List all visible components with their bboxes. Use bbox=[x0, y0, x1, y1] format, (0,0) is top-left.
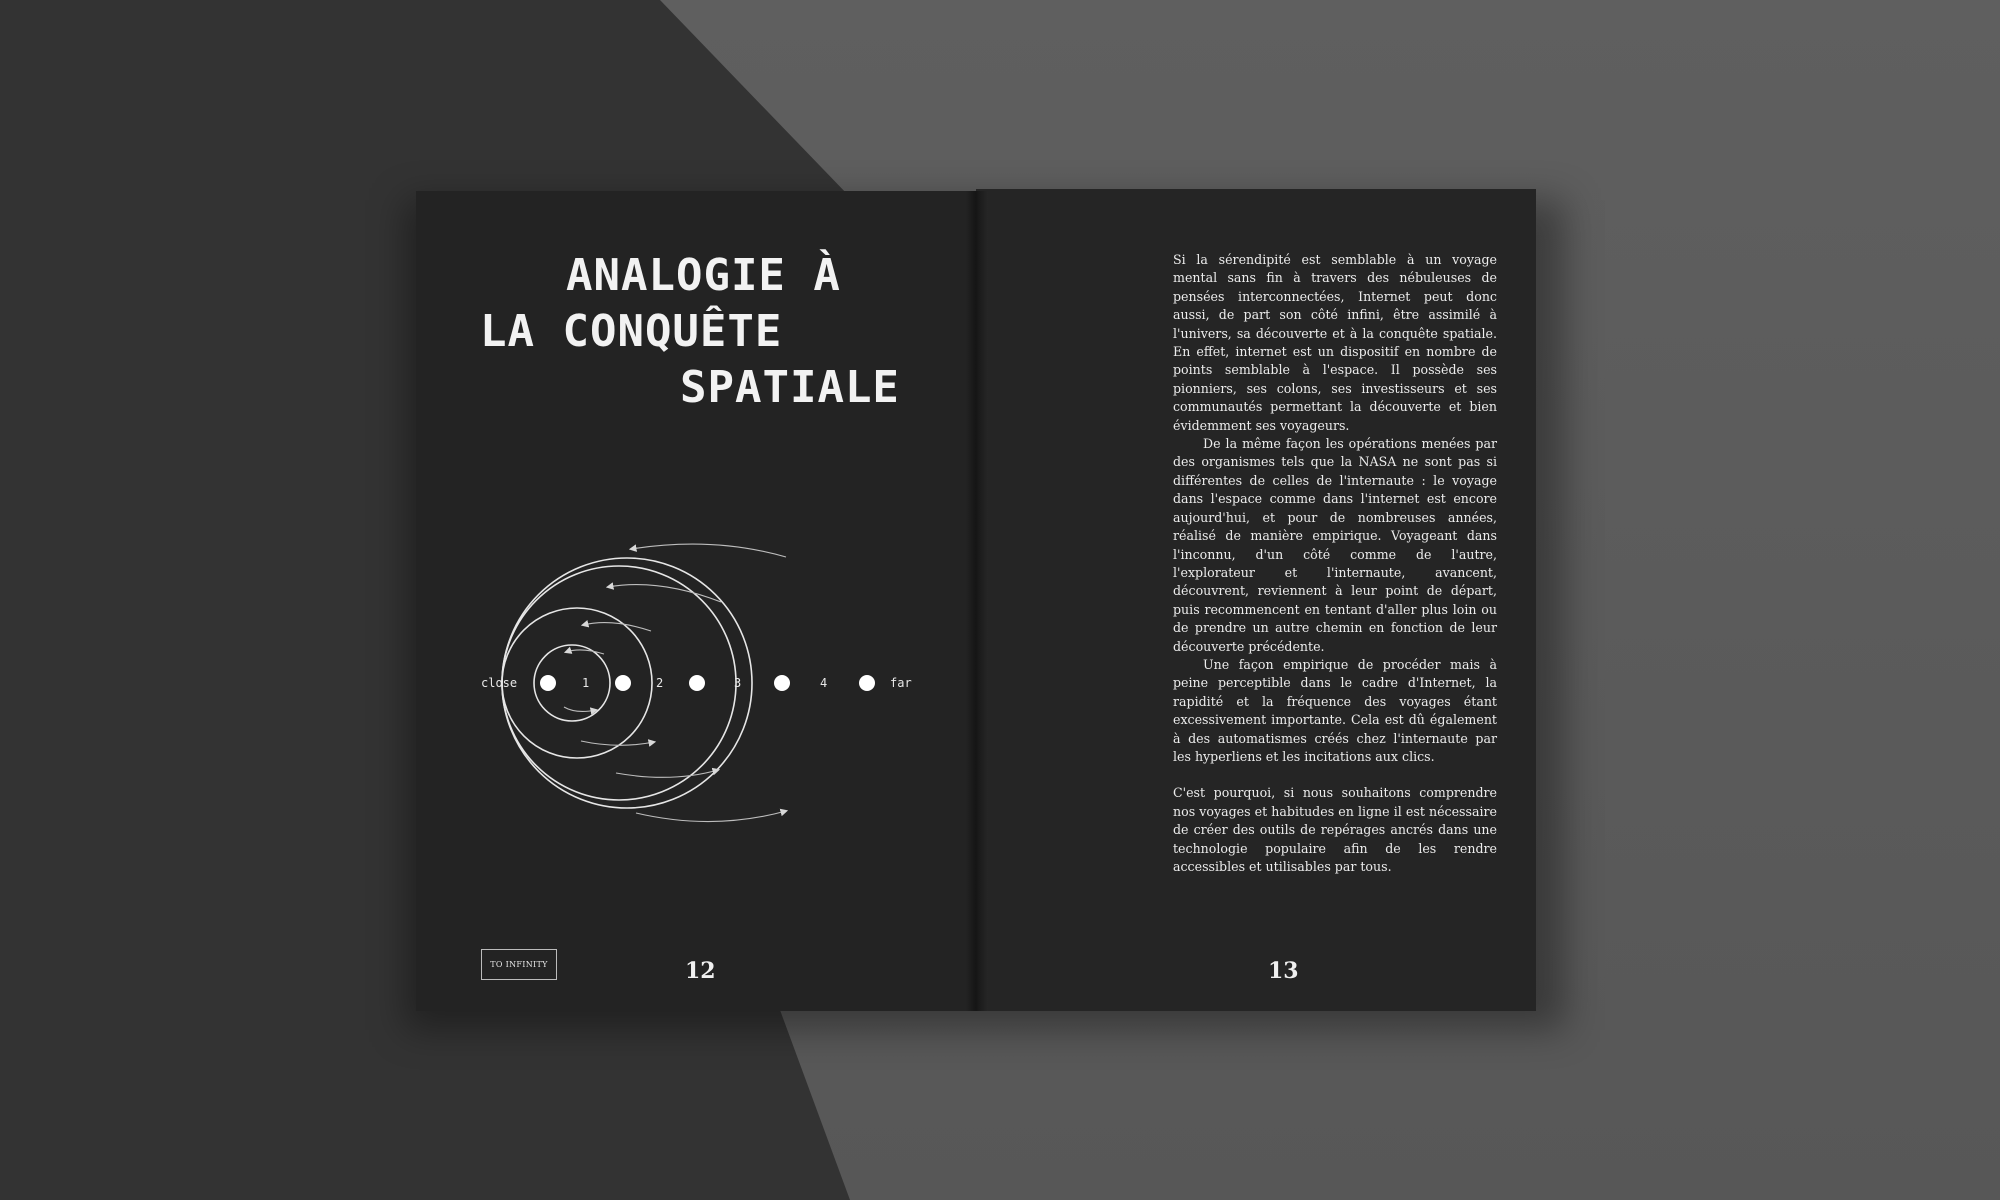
paragraph-1: Si la sérendipité est semblable à un voyage mental sans fin à travers des nébuleuses de pensées interconnectées, Internet peut donc aussi, de part son côté infini, être assimilé à l'univers, sa découverte et à la conquête spatiale. En effet, internet est un dispositif en nombre de points semblable à l'espace. Il possède ses pionniers, ses colons, ses investisseurs et ses communautés permettant la découverte et bien évidemment ses voyageurs. bbox=[1173, 252, 1497, 433]
page-number-right: 13 bbox=[1268, 958, 1299, 984]
label-2: 2 bbox=[656, 676, 664, 690]
label-3: 3 bbox=[734, 676, 742, 690]
label-close: close bbox=[481, 676, 518, 690]
arrow-out-2 bbox=[581, 741, 654, 745]
tag-label: TO INFINITY bbox=[481, 949, 557, 980]
arrow-out-3 bbox=[616, 770, 718, 777]
page-title bbox=[480, 248, 910, 416]
arrow-return-1 bbox=[566, 650, 604, 654]
article-body bbox=[1173, 251, 1497, 876]
point-origin bbox=[540, 675, 556, 691]
point-1 bbox=[615, 675, 631, 691]
page-number-left: 12 bbox=[685, 958, 716, 984]
label-1: 1 bbox=[582, 676, 590, 690]
arrow-out-4 bbox=[636, 811, 786, 822]
point-4 bbox=[859, 675, 875, 691]
arrow-return-2 bbox=[583, 623, 651, 631]
paragraph-2: De la même façon les opérations menées par des organismes tels que la NASA ne sont pas si différentes de celles de l'internaute : le voyage dans l'espace comme dans l'internet est encore aujourd'hui, et pour de nombreuses années, réalisé de manière empirique. Voyageant dans l'inconnu, d'un côté comme de l'autre, l'explorateur et l'internaute, avancent, découvrent, reviennent à leur point de départ, puis recommencent en tentant d'aller plus loin ou de prendre un autre chemin en fonction de leur découverte précédente. bbox=[1173, 436, 1497, 654]
label-4: 4 bbox=[820, 676, 828, 690]
title-line-3: SPATIALE bbox=[680, 362, 900, 413]
point-3 bbox=[774, 675, 790, 691]
orbit-diagram bbox=[416, 500, 976, 880]
paragraph-4: C'est pourquoi, si nous souhaitons comprendre nos voyages et habitudes en ligne il est nécessaire de créer des outils de repérages ancrés dans une technologie populaire afin de les rendre accessibles et utilisables par tous. bbox=[1173, 785, 1497, 874]
arrow-out-1 bbox=[564, 707, 596, 711]
point-2 bbox=[689, 675, 705, 691]
paragraph-3: Une façon empirique de procéder mais à peine perceptible dans le cadre d'Internet, la rapidité et la fréquence des voyages étant excessivement importante. Cela est dû également à des automatismes créés chez l'internaute par les hyperliens et les incitations aux clics. bbox=[1173, 656, 1497, 764]
arrow-return-3 bbox=[608, 585, 721, 602]
title-line-2: LA CONQUÊTE bbox=[480, 306, 783, 357]
title-line-1: ANALOGIE À bbox=[566, 250, 841, 301]
arrow-return-4 bbox=[631, 544, 786, 557]
label-far: far bbox=[890, 676, 912, 690]
